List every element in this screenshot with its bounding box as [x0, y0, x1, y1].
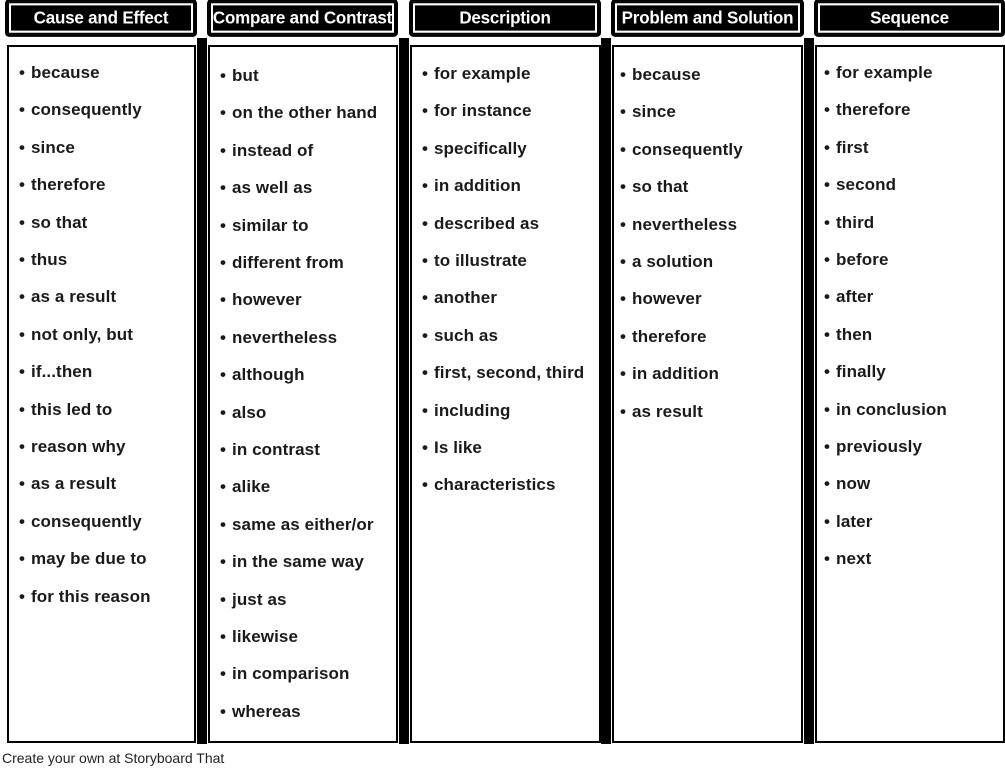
list-item-text: on the other hand	[232, 103, 378, 122]
column-header: Sequence	[814, 0, 1005, 37]
list-item-text: because	[31, 63, 100, 82]
list-item-text: if...then	[31, 362, 93, 381]
bullet-icon: •	[19, 400, 26, 419]
list-item	[19, 474, 116, 494]
bullet-icon: •	[824, 100, 831, 119]
bullet-icon: •	[19, 250, 26, 269]
bullet-icon: •	[422, 288, 429, 307]
bullet-icon: •	[824, 400, 831, 419]
list-item-text: now	[836, 474, 871, 493]
bullet-icon: •	[824, 287, 831, 306]
list-item-text: after	[836, 287, 874, 306]
footer-credit: Create your own at Storyboard That	[2, 750, 225, 766]
list-item	[422, 101, 532, 121]
bullet-icon: •	[620, 65, 627, 84]
list-item-text: another	[434, 288, 498, 307]
list-item-text: same as either/or	[232, 515, 374, 534]
list-item	[824, 100, 911, 120]
list-item-text: specifically	[434, 139, 527, 158]
bullet-icon: •	[19, 287, 26, 306]
list-item-text: alike	[232, 477, 271, 496]
list-item-text: however	[232, 290, 302, 309]
column-header: Problem and Solution	[611, 0, 804, 37]
bullet-icon: •	[620, 252, 627, 271]
list-item	[824, 138, 869, 158]
bullet-icon: •	[220, 216, 227, 235]
list-item	[422, 401, 510, 421]
list-item-text: so that	[632, 177, 689, 196]
list-item	[620, 215, 737, 235]
list-item	[220, 66, 259, 86]
bullet-icon: •	[19, 437, 26, 456]
bullet-icon: •	[220, 403, 227, 422]
list-item	[220, 141, 313, 161]
bullet-icon: •	[620, 327, 627, 346]
bullet-icon: •	[220, 477, 227, 496]
list-item	[220, 552, 364, 572]
bullet-icon: •	[19, 549, 26, 568]
bullet-icon: •	[824, 437, 831, 456]
list-item	[824, 250, 889, 270]
bullet-icon: •	[422, 251, 429, 270]
list-item	[19, 400, 112, 420]
bullet-icon: •	[19, 213, 26, 232]
bullet-icon: •	[19, 138, 26, 157]
list-item-text: consequently	[31, 512, 142, 531]
list-item	[19, 138, 75, 158]
list-item-text: in the same way	[232, 552, 364, 571]
bullet-icon: •	[422, 64, 429, 83]
bullet-icon: •	[620, 102, 627, 121]
bullet-icon: •	[220, 515, 227, 534]
list-item-text: thus	[31, 250, 68, 269]
word-list-panel	[613, 46, 802, 742]
list-item	[220, 627, 298, 647]
list-item-text: in addition	[632, 364, 720, 383]
list-item-text: before	[836, 250, 889, 269]
list-item	[824, 512, 872, 532]
list-item-text: as a result	[31, 287, 117, 306]
bullet-icon: •	[620, 364, 627, 383]
list-item	[19, 175, 106, 195]
list-item-text: as a result	[31, 474, 117, 493]
list-item-text: finally	[836, 362, 886, 381]
list-item-text: in addition	[434, 176, 522, 195]
list-item	[422, 363, 584, 383]
bullet-icon: •	[824, 325, 831, 344]
bullet-icon: •	[422, 475, 429, 494]
list-item-text: for example	[836, 63, 933, 82]
list-item	[220, 216, 309, 236]
bullet-icon: •	[19, 100, 26, 119]
bullet-icon: •	[220, 590, 227, 609]
bullet-icon: •	[19, 63, 26, 82]
list-item	[220, 664, 350, 684]
bullet-icon: •	[422, 363, 429, 382]
list-item	[422, 438, 482, 458]
list-item	[824, 287, 873, 307]
list-item-text: however	[632, 289, 702, 308]
bullet-icon: •	[824, 213, 831, 232]
list-item	[422, 288, 497, 308]
bullet-icon: •	[220, 627, 227, 646]
bullet-icon: •	[620, 140, 627, 159]
list-item	[19, 213, 87, 233]
bullet-icon: •	[824, 138, 831, 157]
list-item	[824, 325, 872, 345]
list-item	[19, 362, 92, 382]
list-item-text: nevertheless	[632, 215, 738, 234]
list-item-text: this led to	[31, 400, 113, 419]
list-item	[824, 437, 922, 457]
bullet-icon: •	[422, 214, 429, 233]
bullet-icon: •	[422, 326, 429, 345]
list-item	[422, 176, 521, 196]
bullet-icon: •	[19, 512, 26, 531]
bullet-icon: •	[620, 402, 627, 421]
bullet-icon: •	[220, 664, 227, 683]
list-item	[19, 512, 142, 532]
bullet-icon: •	[824, 549, 831, 568]
bullet-icon: •	[620, 177, 627, 196]
bullet-icon: •	[220, 702, 227, 721]
list-item	[19, 250, 67, 270]
bullet-icon: •	[220, 178, 227, 197]
list-item	[220, 253, 344, 273]
list-item-text: for example	[434, 64, 531, 83]
list-item	[19, 325, 133, 345]
list-item-text: characteristics	[434, 475, 556, 494]
list-item	[220, 440, 320, 460]
bullet-icon: •	[422, 101, 429, 120]
list-item	[422, 64, 531, 84]
list-item-text: because	[632, 65, 701, 84]
list-item-text: for instance	[434, 101, 532, 120]
list-item-text: Is like	[434, 438, 482, 457]
list-item-text: third	[836, 213, 875, 232]
bullet-icon: •	[824, 175, 831, 194]
list-item-text: so that	[31, 213, 88, 232]
bullet-icon: •	[220, 103, 227, 122]
list-item-text: similar to	[232, 216, 309, 235]
list-item	[824, 474, 870, 494]
list-item-text: later	[836, 512, 873, 531]
list-item-text: next	[836, 549, 872, 568]
list-item	[19, 63, 100, 83]
bullet-icon: •	[220, 552, 227, 571]
bullet-icon: •	[220, 365, 227, 384]
bullet-icon: •	[824, 63, 831, 82]
list-item-text: just as	[232, 590, 287, 609]
list-item	[19, 100, 142, 120]
list-item-text: likewise	[232, 627, 299, 646]
list-item	[220, 365, 305, 385]
word-list-panel	[816, 46, 1004, 742]
list-item	[824, 175, 896, 195]
list-item	[220, 515, 374, 535]
list-item-text: to illustrate	[434, 251, 527, 270]
bullet-icon: •	[19, 362, 26, 381]
list-item	[824, 400, 947, 420]
column-divider	[197, 38, 207, 744]
list-item-text: for this reason	[31, 587, 151, 606]
word-list-panel	[209, 46, 397, 742]
list-item-text: nevertheless	[232, 328, 338, 347]
bullet-icon: •	[422, 139, 429, 158]
list-item	[422, 326, 498, 346]
column-divider	[601, 38, 611, 744]
list-item	[220, 702, 301, 722]
list-item	[422, 214, 539, 234]
list-item-text: consequently	[632, 140, 743, 159]
bullet-icon: •	[422, 438, 429, 457]
bullet-icon: •	[824, 250, 831, 269]
list-item-text: not only, but	[31, 325, 134, 344]
list-item-text: but	[232, 66, 259, 85]
list-item-text: including	[434, 401, 511, 420]
list-item-text: first	[836, 138, 869, 157]
list-item	[620, 402, 703, 422]
list-item	[620, 102, 676, 122]
list-item	[19, 587, 151, 607]
list-item	[620, 327, 707, 347]
list-item	[19, 549, 147, 569]
bullet-icon: •	[422, 176, 429, 195]
bullet-icon: •	[220, 253, 227, 272]
column-header: Description	[409, 0, 601, 37]
list-item	[620, 289, 702, 309]
bullet-icon: •	[220, 66, 227, 85]
bullet-icon: •	[422, 401, 429, 420]
bullet-icon: •	[824, 474, 831, 493]
list-item	[19, 437, 126, 457]
list-item-text: second	[836, 175, 897, 194]
bullet-icon: •	[19, 175, 26, 194]
list-item	[220, 477, 270, 497]
list-item-text: reason why	[31, 437, 126, 456]
list-item-text: therefore	[836, 100, 911, 119]
word-list-panel	[8, 46, 195, 742]
list-item	[620, 252, 713, 272]
column-divider	[804, 38, 814, 744]
bullet-icon: •	[19, 325, 26, 344]
list-item-text: whereas	[232, 702, 301, 721]
list-item-text: different from	[232, 253, 344, 272]
list-item	[220, 178, 312, 198]
list-item	[220, 103, 377, 123]
list-item	[220, 290, 302, 310]
list-item	[422, 251, 527, 271]
bullet-icon: •	[220, 328, 227, 347]
list-item-text: instead of	[232, 141, 314, 160]
list-item-text: such as	[434, 326, 499, 345]
bullet-icon: •	[19, 474, 26, 493]
list-item	[824, 362, 886, 382]
list-item-text: since	[31, 138, 75, 157]
list-item	[620, 65, 701, 85]
bullet-icon: •	[220, 141, 227, 160]
list-item	[220, 590, 287, 610]
list-item	[620, 364, 719, 384]
word-list-panel	[411, 46, 600, 742]
list-item-text: as well as	[232, 178, 313, 197]
list-item-text: as result	[632, 402, 703, 421]
list-item-text: consequently	[31, 100, 142, 119]
list-item	[422, 475, 556, 495]
bullet-icon: •	[19, 587, 26, 606]
list-item-text: may be due to	[31, 549, 147, 568]
column-divider	[399, 38, 409, 744]
list-item-text: then	[836, 325, 873, 344]
list-item	[422, 139, 527, 159]
column-header: Compare and Contrast	[207, 0, 398, 37]
list-item	[220, 403, 266, 423]
bullet-icon: •	[220, 440, 227, 459]
list-item	[19, 287, 116, 307]
column-header: Cause and Effect	[5, 0, 197, 37]
list-item-text: in contrast	[232, 440, 321, 459]
list-item-text: also	[232, 403, 267, 422]
list-item-text: since	[632, 102, 676, 121]
bullet-icon: •	[824, 512, 831, 531]
list-item	[620, 140, 743, 160]
bullet-icon: •	[620, 289, 627, 308]
list-item-text: in comparison	[232, 664, 350, 683]
list-item-text: described as	[434, 214, 540, 233]
list-item-text: a solution	[632, 252, 714, 271]
list-item-text: in conclusion	[836, 400, 947, 419]
list-item-text: first, second, third	[434, 363, 585, 382]
list-item	[620, 177, 688, 197]
list-item	[220, 328, 337, 348]
bullet-icon: •	[824, 362, 831, 381]
list-item	[824, 63, 933, 83]
list-item	[824, 213, 874, 233]
list-item-text: therefore	[31, 175, 106, 194]
list-item-text: therefore	[632, 327, 707, 346]
list-item	[824, 549, 871, 569]
bullet-icon: •	[220, 290, 227, 309]
list-item-text: previously	[836, 437, 923, 456]
list-item-text: although	[232, 365, 305, 384]
bullet-icon: •	[620, 215, 627, 234]
